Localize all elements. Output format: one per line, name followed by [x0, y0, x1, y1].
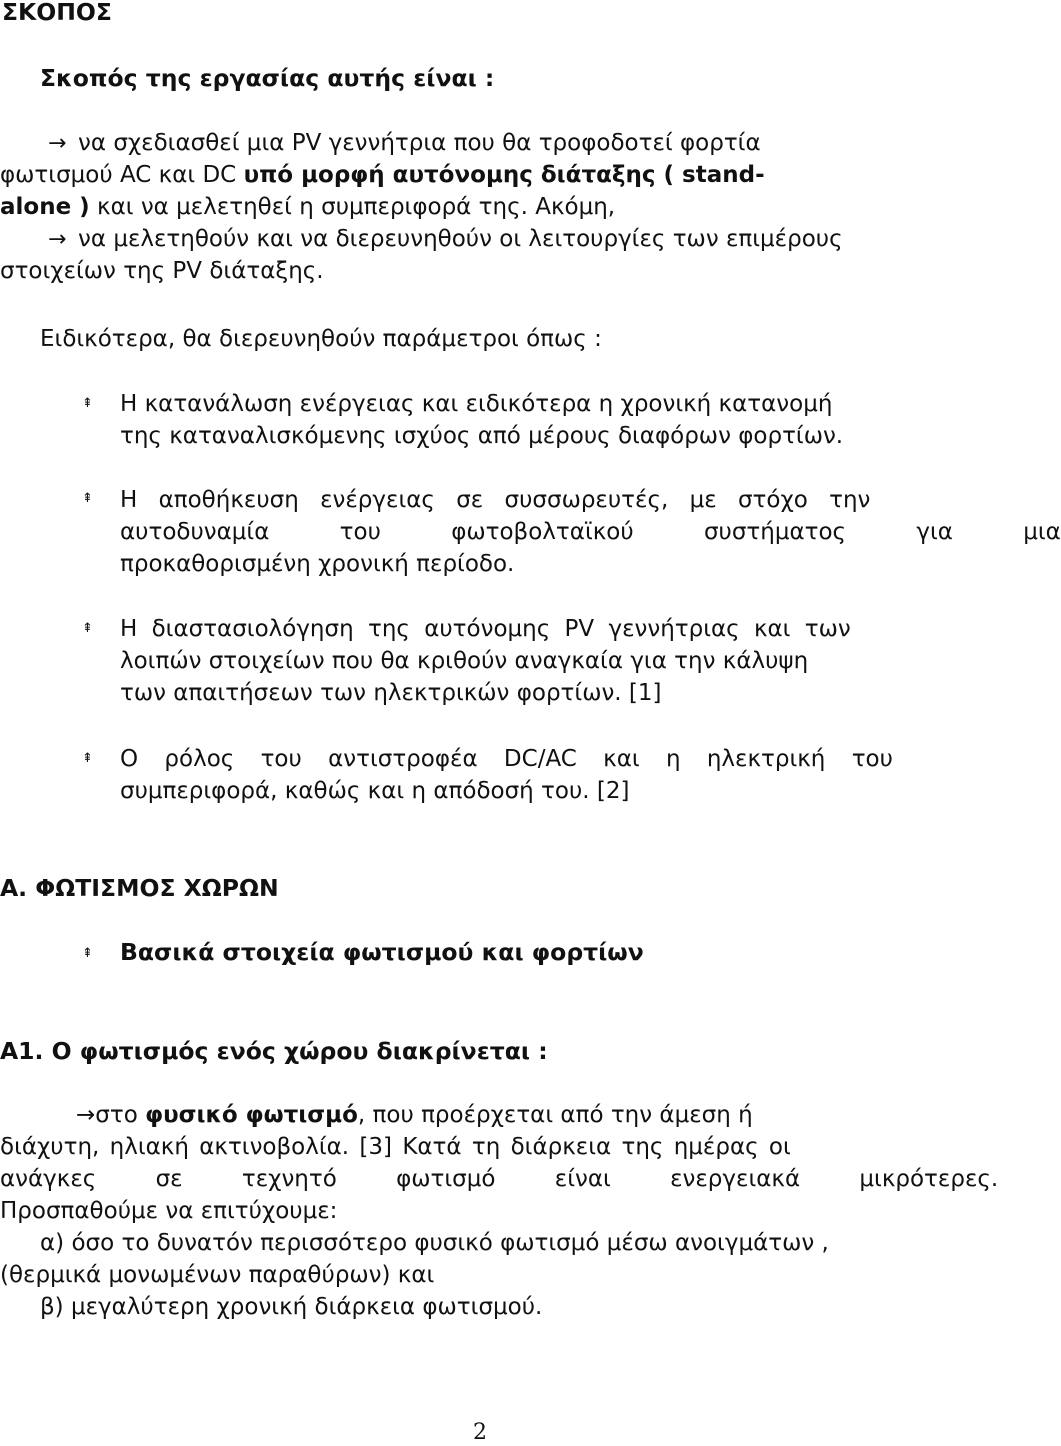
section-a-bullet: Βασικά στοιχεία φωτισμού και φορτίων: [120, 938, 644, 966]
bullet-1-line-1: Η κατανάλωση ενέργειας και ειδικότερα η χρονική κατανομή: [120, 391, 833, 417]
section-a1-heading: Α1. Ο φωτισμός ενός χώρου διακρίνεται :: [0, 1037, 548, 1065]
bullet-2-line-3: προκαθορισμένη χρονική περίοδο.: [120, 551, 515, 577]
arrow-right-icon: →: [48, 131, 67, 156]
bullet-3-line-3: των απαιτήσεων των ηλεκτρικών φορτίων. [1]: [120, 680, 662, 706]
bullet-icon: ⇞: [82, 621, 93, 636]
bullet-icon: ⇞: [82, 396, 93, 411]
bullet-4-line-1: Ο ρόλος του αντιστροφέα DC/AC και η ηλεκτρική του: [120, 746, 893, 772]
bullet-1-line-2: της καταναλισκόμενης ισχύος από μέρους διαφόρων φορτίων.: [120, 423, 844, 449]
page-heading: ΣΚΟΠΟΣ: [2, 0, 112, 26]
intro-line-3: alone ) και να μελετηθεί η συμπεριφορά της. Ακόμη,: [0, 194, 616, 220]
params-intro: Ειδικότερα, θα διερευνηθούν παράμετροι όπως :: [40, 326, 602, 352]
intro-line-4: → να μελετηθούν και να διερευνηθούν οι λειτουργίες των επιμέρους: [48, 223, 960, 256]
bullet-icon: ⇞: [82, 751, 93, 766]
intro-line-5: στοιχείων της PV διάταξης.: [0, 258, 324, 284]
bullet-icon: ⇞: [82, 491, 93, 506]
arrow-right-icon: →: [48, 227, 67, 252]
intro-line-2: φωτισμού AC και DC υπό μορφή αυτόνομης διάταξης ( stand-: [0, 162, 765, 188]
a1-line-1: →στο φυσικό φωτισμό, που προέρχεται από την άμεση ή: [76, 1102, 753, 1128]
bullet-4-line-2: συμπεριφορά, καθώς και η απόδοσή του. [2]: [120, 778, 630, 804]
intro-line-1: → να σχεδιασθεί μια PV γεννήτρια που θα τροφοδοτεί φορτία: [48, 127, 956, 160]
page-number: 2: [473, 1420, 487, 1445]
bullet-2-line-2: αυτοδυναμία του φωτοβολταϊκού συστήματος για μια: [120, 519, 1061, 545]
bullet-icon: ⇞: [82, 946, 93, 961]
a1-line-7: β) μεγαλύτερη χρονική διάρκεια φωτισμού.: [40, 1294, 543, 1320]
a1-line-5: α) όσο το δυνατόν περισσότερο φυσικό φωτισμό μέσω ανοιγμάτων ,: [40, 1230, 829, 1256]
a1-line-6: (θερμικά μονωμένων παραθύρων) και: [0, 1262, 435, 1288]
a1-line-3: ανάγκες σε τεχνητό φωτισμό είναι ενεργειακά μικρότερες.: [0, 1166, 999, 1192]
section-a-heading: Α. ΦΩΤΙΣΜΟΣ ΧΩΡΩΝ: [0, 874, 279, 902]
bullet-2-line-1: Η αποθήκευση ενέργειας σε συσσωρευτές, με στόχο την: [120, 487, 871, 513]
arrow-right-icon: →: [76, 1102, 96, 1128]
bullet-3-line-1: Η διαστασιολόγηση της αυτόνομης PV γεννήτριας και των: [120, 616, 851, 642]
purpose-title: Σκοπός της εργασίας αυτής είναι :: [40, 64, 495, 92]
a1-line-4: Προσπαθούμε να επιτύχουμε:: [0, 1198, 338, 1224]
a1-line-2: διάχυτη, ηλιακή ακτινοβολία. [3] Κατά τη διάρκεια της ημέρας οι: [0, 1134, 791, 1160]
bullet-3-line-2: λοιπών στοιχείων που θα κριθούν αναγκαία για την κάλυψη: [120, 648, 809, 674]
